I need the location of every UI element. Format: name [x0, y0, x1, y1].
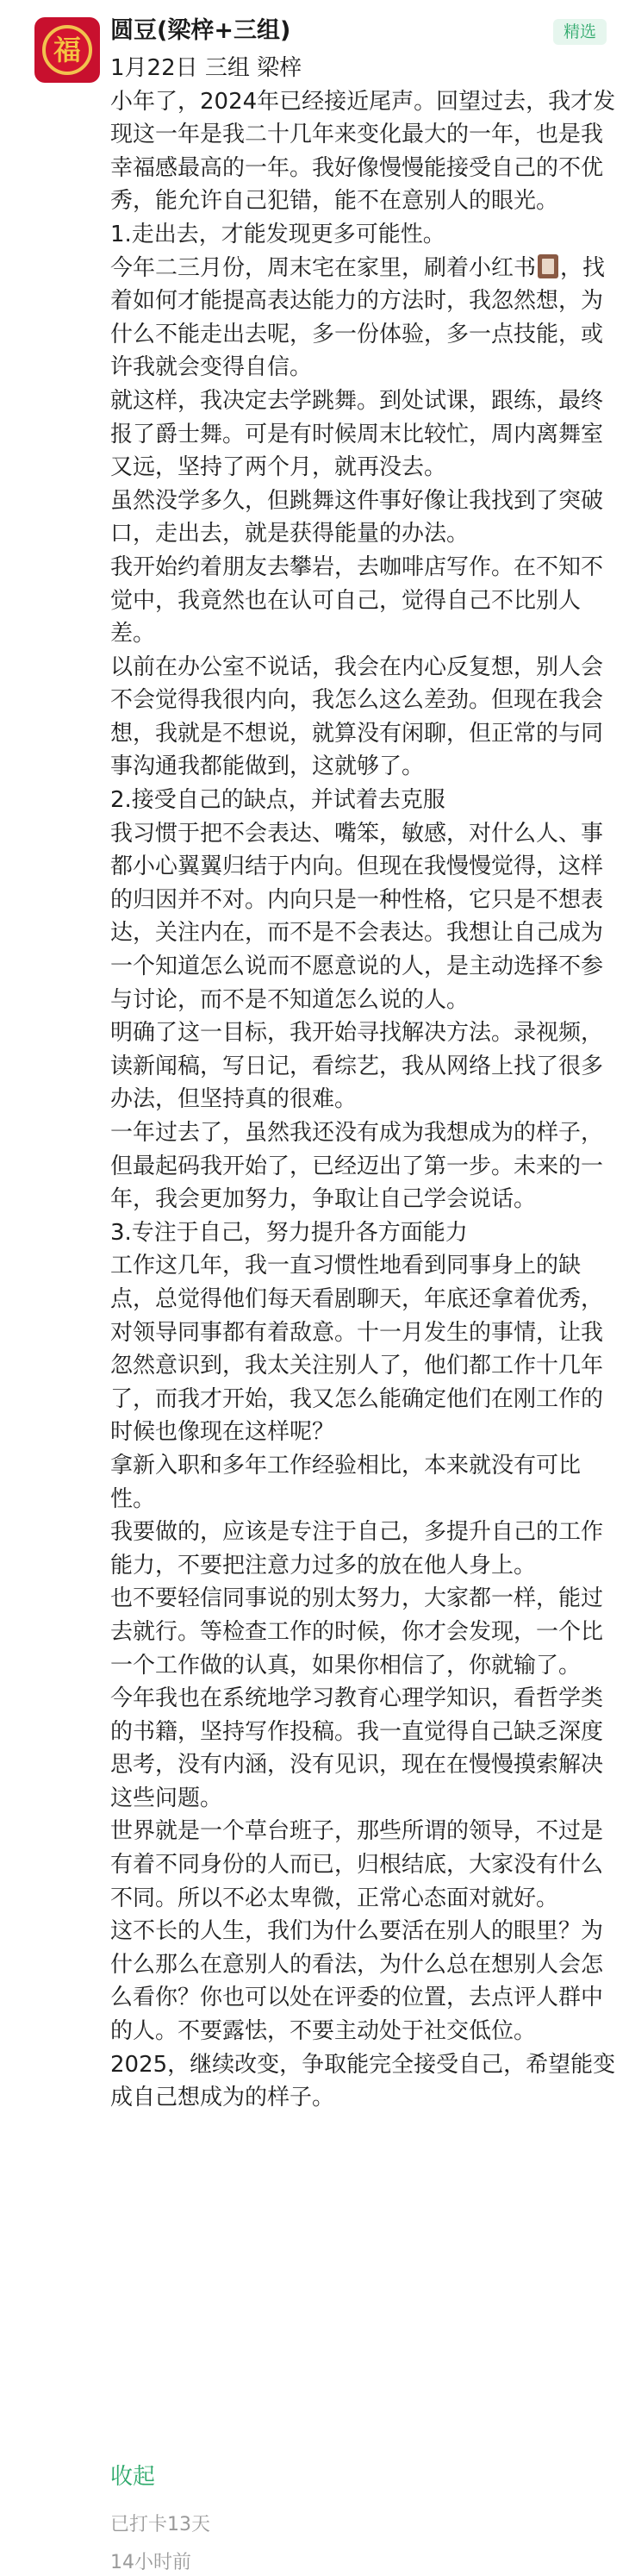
post-paragraph: 我要做的，应该是专注于自己，多提升自己的工作能力，不要把注意力过多的放在他人身上。 [110, 1519, 604, 1579]
checkin-days: 已打卡13天 [110, 2514, 210, 2535]
post-body [110, 52, 617, 2115]
post-paragraph: 也不要轻信同事说的别太努力，大家都一样，能过去就行。等检查工作的时候，你才会发现，一个比一个工作做的认真，如果你相信了，你就输了。 [110, 1585, 604, 1679]
post-timestamp: 14小时前 [110, 2552, 191, 2573]
avatar[interactable] [34, 17, 100, 83]
post-paragraph: 2025，继续改变，争取能完全接受自己，希望能变成自己想成为的样子。 [110, 2051, 616, 2111]
collapse-button[interactable]: 收起 [110, 2464, 156, 2490]
post-paragraph: 以前在办公室不说话，我会在内心反复想，别人会不会觉得我很内向，我怎么这么差劲。但现在我会想，我就是不想说，就算没有闲聊，但正常的与同事沟通我都能做到，这就够了。 [110, 653, 604, 780]
featured-badge: 精选 [553, 19, 607, 45]
post-paragraph: 虽然没学多久，但跳舞这件事好像让我找到了突破口，走出去，就是获得能量的办法。 [110, 487, 604, 547]
post-paragraph: 就这样，我决定去学跳舞。到处试课，跟练，最终报了爵士舞。可是有时候周末比较忙，周内离舞室又远，坚持了两个月，就再没去。 [110, 387, 604, 481]
post-paragraph: 1月22日 三组 梁梓 [110, 55, 302, 81]
post-paragraph: 1.走出去，才能发现更多可能性。 [110, 221, 445, 247]
post-paragraph: 一年过去了，虽然我还没有成为我想成为的样子，但最起码我开始了，已经迈出了第一步。未来的一年，我会更加努力，争取让自己学会说话。 [110, 1120, 604, 1213]
avatar-glyph: 福 [53, 34, 81, 66]
notebook-icon [538, 254, 558, 278]
post-paragraph: 小年了，2024年已经接近尾声。回望过去，我才发现这一年是我二十几年来变化最大的一年，也是我幸福感最高的一年。我好像慢慢能接受自己的不优秀，能允许自己犯错，能不在意别人的眼光。 [110, 88, 616, 215]
post-paragraph: 世界就是一个草台班子，那些所谓的领导，不过是有着不同身份的人而已，归根结底，大家没有什么不同。所以不必太卑微，正常心态面对就好。 [110, 1818, 604, 1911]
post-paragraph-text: ，找着如何才能提高表达能力的方法时，我忽然想，为什么不能走出去呢，多一份体验，多一点技能，或许我就会变得自信。 [110, 254, 606, 381]
post-paragraph: 我习惯于把不会表达、嘴笨，敏感，对什么人、事都小心翼翼归结于内向。但现在我慢慢觉得，这样的归因并不对。内向只是一种性格，它只是不想表达，关注内在，而不是不会表达。我想让自己成为一个知道怎么说而不愿意说的人，是主动选择不参与讨论，而不是不知道怎么说的人。 [110, 820, 604, 1013]
post-paragraph [110, 252, 617, 385]
fu-character-icon [42, 25, 92, 75]
post-paragraph: 2.接受自己的缺点，并试着去克服 [110, 787, 445, 814]
post-paragraph: 我开始约着朋友去攀岩，去咖啡店写作。在不知不觉中，我竟然也在认可自己，觉得自己不比别人差。 [110, 553, 604, 647]
post-paragraph: 3.专注于自己，努力提升各方面能力 [110, 1219, 468, 1246]
post-paragraph: 这不长的人生，我们为什么要活在别人的眼里？为什么那么在意别人的看法，为什么总在想别人会怎么看你？你也可以处在评委的位置，去点评人群中的人。不要露怯，不要主动处于社交低位。 [110, 1918, 604, 2045]
post-paragraph: 明确了这一目标，我开始寻找解决方法。录视频，读新闻稿，写日记，看综艺，我从网络上找了很多办法，但坚持真的很难。 [110, 1020, 604, 1113]
post-paragraph: 今年我也在系统地学习教育心理学知识，看哲学类的书籍，坚持写作投稿。我一直觉得自己缺乏深度思考，没有内涵，没有见识，现在在慢慢摸索解决这些问题。 [110, 1685, 604, 1811]
post-paragraph-text: 今年二三月份，周末宅在家里，刷着小红书 [110, 254, 537, 281]
post-paragraph: 拿新入职和多年工作经验相比，本来就没有可比性。 [110, 1452, 582, 1512]
post-paragraph: 工作这几年，我一直习惯性地看到同事身上的缺点，总觉得他们每天看剧聊天，年底还拿着优秀，对领导同事都有着敌意。十一月发生的事情，让我忽然意识到，我太关注别人了，他们都工作十几年了，而我才开始，我又怎么能确定他们在刚工作的时候也像现在这样呢？ [110, 1253, 604, 1446]
author-name[interactable]: 圆豆(梁梓+三组) [110, 17, 291, 44]
